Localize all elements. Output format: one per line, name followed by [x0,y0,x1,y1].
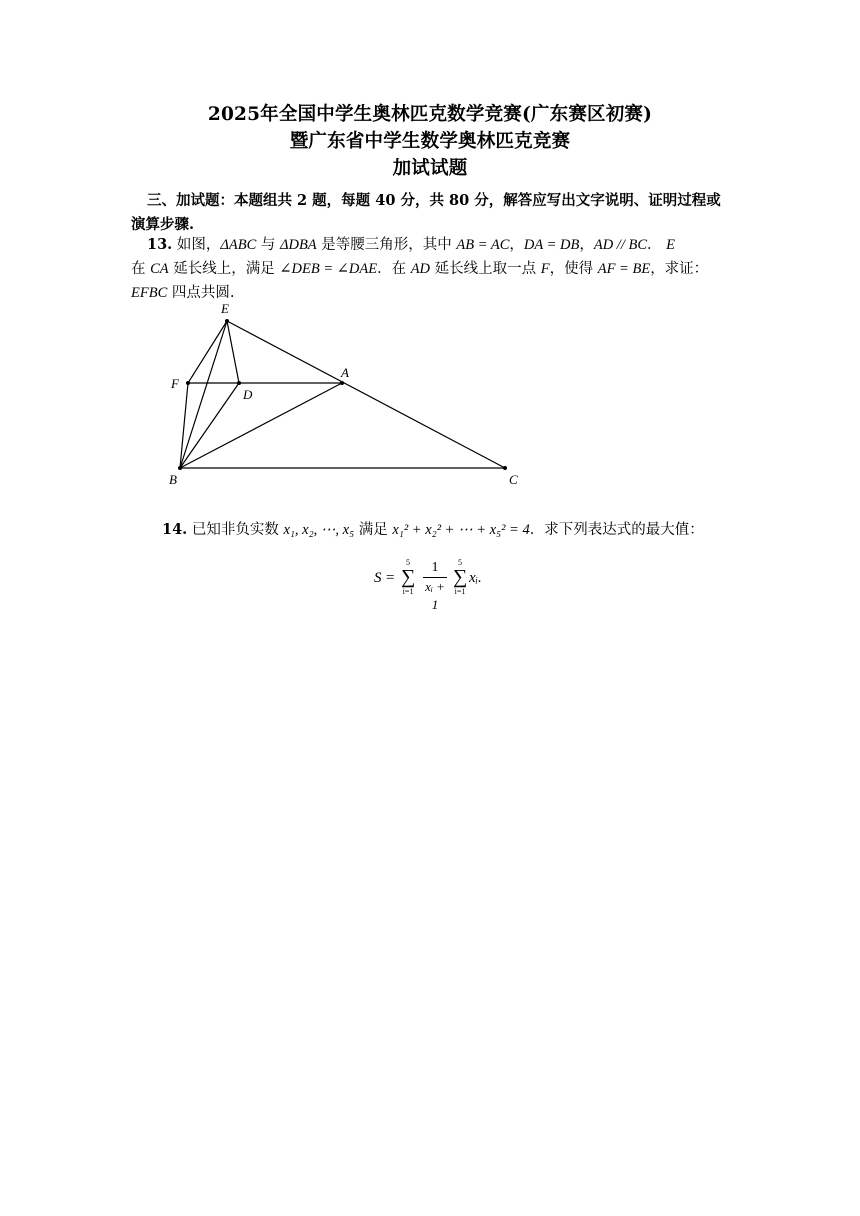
q13-text: 在 [131,261,151,277]
point-E [225,319,229,323]
section-line-1: 三、加试题：本题组共 2 题，每题 40 分，共 80 分，解答应写出文字说明、证明过程或 [147,192,721,209]
title-line-3: 加试试题 [392,158,468,179]
formula-equals: = [386,570,395,586]
q13-text: 与 [256,237,280,253]
q13-text: 四点共圆. [167,285,235,301]
segment-BA [180,383,342,468]
point-A [340,381,344,385]
q13-text: ，求证： [650,261,709,277]
q13-text: 延长线上取一点 [430,261,541,277]
q13-text: ， [579,237,594,253]
sum-upper: 5 [458,558,462,567]
point-F [186,381,190,385]
segment-ED [227,321,239,383]
question-14 [162,518,704,542]
q13-math: E [666,237,675,253]
q13-text: ． [647,237,662,253]
q13-text: ， [509,237,524,253]
section-instructions [131,189,731,237]
fraction-numerator: 1 [431,560,439,575]
q13-math: ΔDBA [279,237,317,253]
point-B [178,466,182,470]
sum-lower: i=1 [402,587,414,596]
segment-BD [180,383,239,468]
fraction-denominator: xᵢ + 1 [425,579,445,612]
question-13 [131,233,731,305]
q14-text: 满足 [354,522,393,538]
q13-text: 延长线上，满足 [168,261,280,277]
sum-lower: i=1 [454,587,466,596]
label-F: F [171,376,179,391]
formula-tail: xᵢ. [469,570,482,586]
q13-math: DA = DB [523,237,580,253]
q13-math: AB = AC [456,237,510,253]
q13-text: ，使得 [549,261,598,277]
q14-text: 已知非负实数 [191,522,284,538]
q13-line-1 [131,233,731,257]
sum-sigma: ∑ [401,566,416,588]
q13-text: 是等腰三角形，其中 [316,237,457,253]
title-line-2: 暨广东省中学生数学奥林匹克竞赛 [289,131,571,152]
title-line-1: 2025年全国中学生奥林匹克数学竞赛(广东赛区初赛) [207,104,653,125]
q14-number: 14. [162,521,188,538]
label-C: C [509,472,518,487]
geometry-figure [162,297,532,492]
q13-number: 13. [147,236,173,253]
q13-text: 如图， [176,237,221,253]
q13-math: ∠DEB = ∠DAE [279,261,378,277]
label-D: D [243,387,253,402]
q13-math: EFBC [131,285,168,301]
sum-symbol-2 [453,558,467,596]
label-E: E [221,301,229,316]
q14-text: ．求下列表达式的最大值： [529,522,704,538]
formula-S: S [374,570,382,586]
q14-math: x₁² + x₂² + ⋯ + x₅² = 4 [392,522,530,538]
q13-math: CA [150,261,169,277]
q13-line-2 [131,257,731,281]
q13-math: AD [410,261,431,277]
label-A: A [341,365,349,380]
sum-upper: 5 [406,558,410,567]
point-C [503,466,507,470]
point-D [237,381,241,385]
section-line-2: 演算步骤. [131,216,195,233]
q13-math: F [540,261,550,277]
q13-text: ．在 [377,261,411,277]
segment-FE [188,321,227,383]
q13-math: AD // BC [593,237,648,253]
label-B: B [169,472,177,487]
sum-sigma: ∑ [453,566,468,588]
q13-math: AF = BE [597,261,651,277]
q13-math: ΔABC [220,237,257,253]
q14-math: x₁, x₂, ⋯, x₅ [283,522,355,538]
formula-fraction [422,559,448,614]
sum-symbol-1 [401,558,415,596]
segment-EA-extension [227,321,505,468]
